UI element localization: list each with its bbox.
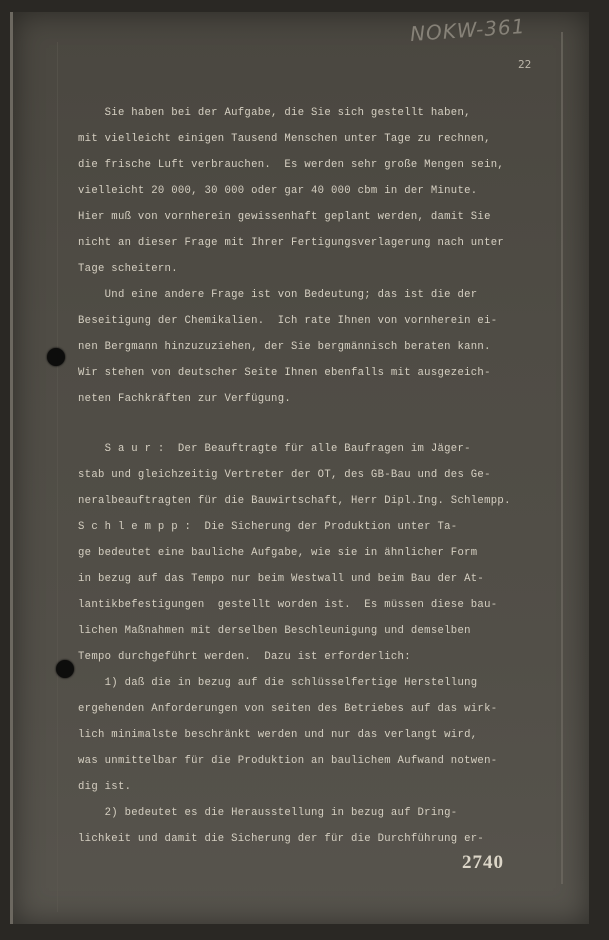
archive-stamp: NOKW-361 <box>409 14 527 46</box>
document-number: 2740 <box>462 852 504 873</box>
text-line: die frische Luft verbrauchen. Es werden sehr große Mengen sein, <box>78 159 505 171</box>
text-line: mit vielleicht einigen Tausend Menschen unter Tage zu rechnen, <box>78 133 491 145</box>
punch-hole-bottom <box>56 660 74 678</box>
text-line: 2) bedeutet es die Herausstellung in bezug auf Dring- <box>78 807 458 819</box>
text-line: S c h l e m p p : Die Sicherung der Produktion unter Ta- <box>78 521 458 533</box>
text-line: Hier muß von vornherein gewissenhaft geplant werden, damit Sie <box>78 211 491 223</box>
text-line: stab und gleichzeitig Vertreter der OT, des GB-Bau und des Ge- <box>78 469 491 481</box>
text-line: Beseitigung der Chemikalien. Ich rate Ihnen von vornherein ei- <box>78 315 498 327</box>
punch-hole-top <box>47 348 65 366</box>
text-line: nicht an dieser Frage mit Ihrer Fertigungsverlagerung nach unter <box>78 237 505 249</box>
margin-line <box>57 42 58 912</box>
text-line: nen Bergmann hinzuzuziehen, der Sie bergmännisch beraten kann. <box>78 341 491 353</box>
text-line: vielleicht 20 000, 30 000 oder gar 40 000 cbm in der Minute. <box>78 185 478 197</box>
text-line: lichkeit und damit die Sicherung der für die Durchführung er- <box>78 833 485 845</box>
text-line: dig ist. <box>78 781 132 793</box>
text-line: neten Fachkräften zur Verfügung. <box>78 393 292 405</box>
text-line: neralbeauftragten für die Bauwirtschaft, Herr Dipl.Ing. Schlempp. <box>78 495 511 507</box>
text-line: was unmittelbar für die Produktion an baulichem Aufwand notwen- <box>78 755 498 767</box>
text-line: Tempo durchgeführt werden. Dazu ist erforderlich: <box>78 651 411 663</box>
text-line: Und eine andere Frage ist von Bedeutung; das ist die der <box>78 289 478 301</box>
text-line: lichen Maßnahmen mit derselben Beschleunigung und demselben <box>78 625 471 637</box>
text-line: 1) daß die in bezug auf die schlüsselfertige Herstellung <box>78 677 478 689</box>
text-line: lantikbefestigungen gestellt worden ist. Es müssen diese bau- <box>78 599 498 611</box>
text-line: Sie haben bei der Aufgabe, die Sie sich gestellt haben, <box>78 107 471 119</box>
page-number: 22 <box>518 58 532 71</box>
text-line: lich minimalste beschränkt werden und nur das verlangt wird, <box>78 729 478 741</box>
text-line: in bezug auf das Tempo nur beim Westwall und beim Bau der At- <box>78 573 485 585</box>
text-line: Wir stehen von deutscher Seite Ihnen ebenfalls mit ausgezeich- <box>78 367 491 379</box>
text-line: ergehenden Anforderungen von seiten des Betriebes auf das wirk- <box>78 703 498 715</box>
text-line: S a u r : Der Beauftragte für alle Baufragen im Jäger- <box>78 443 471 455</box>
text-line: ge bedeutet eine bauliche Aufgabe, wie sie in ähnlicher Form <box>78 547 478 559</box>
paper-edge-line <box>561 32 563 884</box>
text-line: Tage scheitern. <box>78 263 178 275</box>
document-body <box>78 0 558 845</box>
